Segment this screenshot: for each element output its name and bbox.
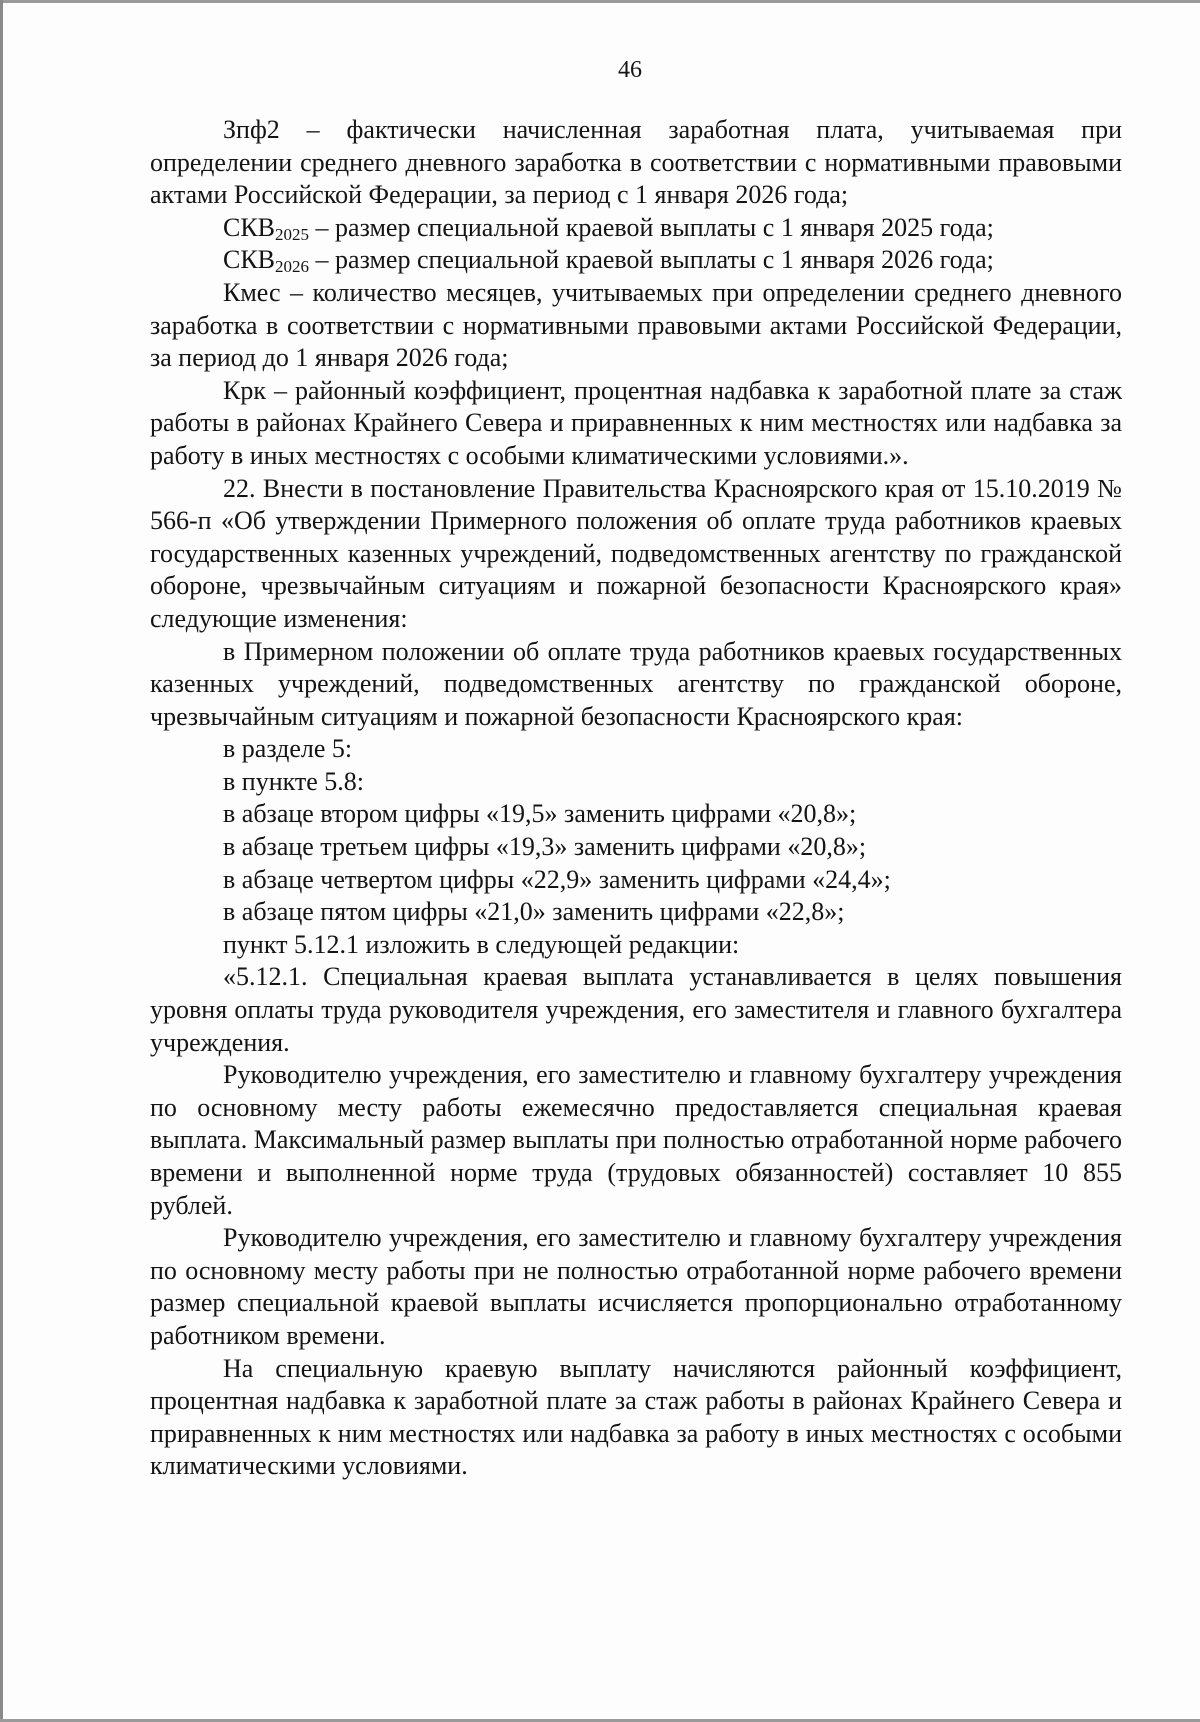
paragraph-abzac-2: в абзаце втором цифры «19,5» заменить цифрами «20,8»; [223, 799, 857, 829]
skv-definition: – размер специальной краевой выплаты с 1 января 2026 года; [309, 245, 994, 275]
paragraph-skv-2026 [150, 244, 1122, 277]
scan-edge-left [0, 0, 3, 1722]
skv-subscript: 2026 [275, 257, 310, 277]
paragraph-abzac-5: в абзаце пятом цифры «21,0» заменить цифрами «22,8»; [223, 897, 845, 927]
paragraph-coefficients: На специальную краевую выплату начисляются районный коэффициент, процентная надбавка к заработной плате за стаж работы в районах Крайнего Севера и приравненных к ним местностях или надбавка за работу в иных местностях с особыми климатическими условиями. [150, 1353, 1122, 1481]
paragraph-krk: Крк – районный коэффициент, процентная надбавка к заработной плате за стаж работы в районах Крайнего Севера и приравненных к ним местностях или надбавка за работу в иных местностях с особыми климатическими условиями.». [150, 375, 1122, 470]
document-body [150, 114, 1122, 1483]
paragraph-kmes: Кмес – количество месяцев, учитываемых при определении среднего дневного заработка в соответствии с нормативными правовыми актами Российской Федерации, за период до 1 января 2026 года; [150, 277, 1122, 373]
skv-subscript: 2025 [275, 224, 310, 244]
paragraph-skv-2025 [150, 212, 1122, 245]
paragraph-item-22: 22. Внести в постановление Правительства Красноярского края от 15.10.2019 № 566-п «Об утверждении Примерного положения об оплате труда работников краевых государственных казенных учреждений, подведомственных агентству по гражданской обороне, чрезвычайным ситуациям и пожарной безопасности Красноярского края» следующие изменения: [150, 473, 1122, 633]
paragraph-section-5: в разделе 5: [223, 734, 353, 764]
page-number: 46 [618, 57, 642, 83]
paragraph-5-12-1-text: «5.12.1. Специальная краевая выплата устанавливается в целях повышения уровня оплаты труда руководителя учреждения, его заместителя и главного бухгалтера учреждения. [150, 962, 1122, 1057]
skv-symbol: СКВ [223, 245, 276, 275]
paragraph-point-5-12-1: пункт 5.12.1 изложить в следующей редакции: [223, 929, 740, 959]
paragraph-point-5-8: в пункте 5.8: [223, 766, 365, 796]
paragraph-abzac-3: в абзаце третьем цифры «19,3» заменить цифрами «20,8»; [223, 832, 867, 862]
skv-symbol: СКВ [223, 212, 276, 242]
scan-edge-top [0, 0, 1200, 3]
paragraph-proportional-payment: Руководителю учреждения, его заместителю и главному бухгалтеру учреждения по основному месту работы при не полностью отработанной норме рабочего времени размер специальной краевой выплаты исчисляется пропорционально отработанному работником времени. [150, 1223, 1122, 1350]
paragraph-primernoe-polozhenie: в Примерном положении об оплате труда работников краевых государственных казенных учреждений, подведомственных агентству по гражданской обороне, чрезвычайным ситуациям и пожарной безопасности Красноярского края: [150, 636, 1122, 731]
paragraph-max-payment: Руководителю учреждения, его заместителю и главному бухгалтеру учреждения по основному месту работы ежемесячно предоставляется специальная краевая выплата. Максимальный размер выплаты при полностью отработанной норме рабочего времени и выполненной норме труда (трудовых обязанностей) составляет 10 855 рублей. [150, 1060, 1122, 1220]
paragraph-abzac-4: в абзаце четвертом цифры «22,9» заменить цифрами «24,4»; [223, 864, 891, 894]
skv-definition: – размер специальной краевой выплаты с 1 января 2025 года; [309, 212, 994, 242]
paragraph-zpf2: Зпф2 – фактически начисленная заработная плата, учитываемая при определении среднего дневного заработка в соответствии с нормативными правовыми актами Российской Федерации, за период с 1 января 2026 года; [150, 115, 1122, 210]
